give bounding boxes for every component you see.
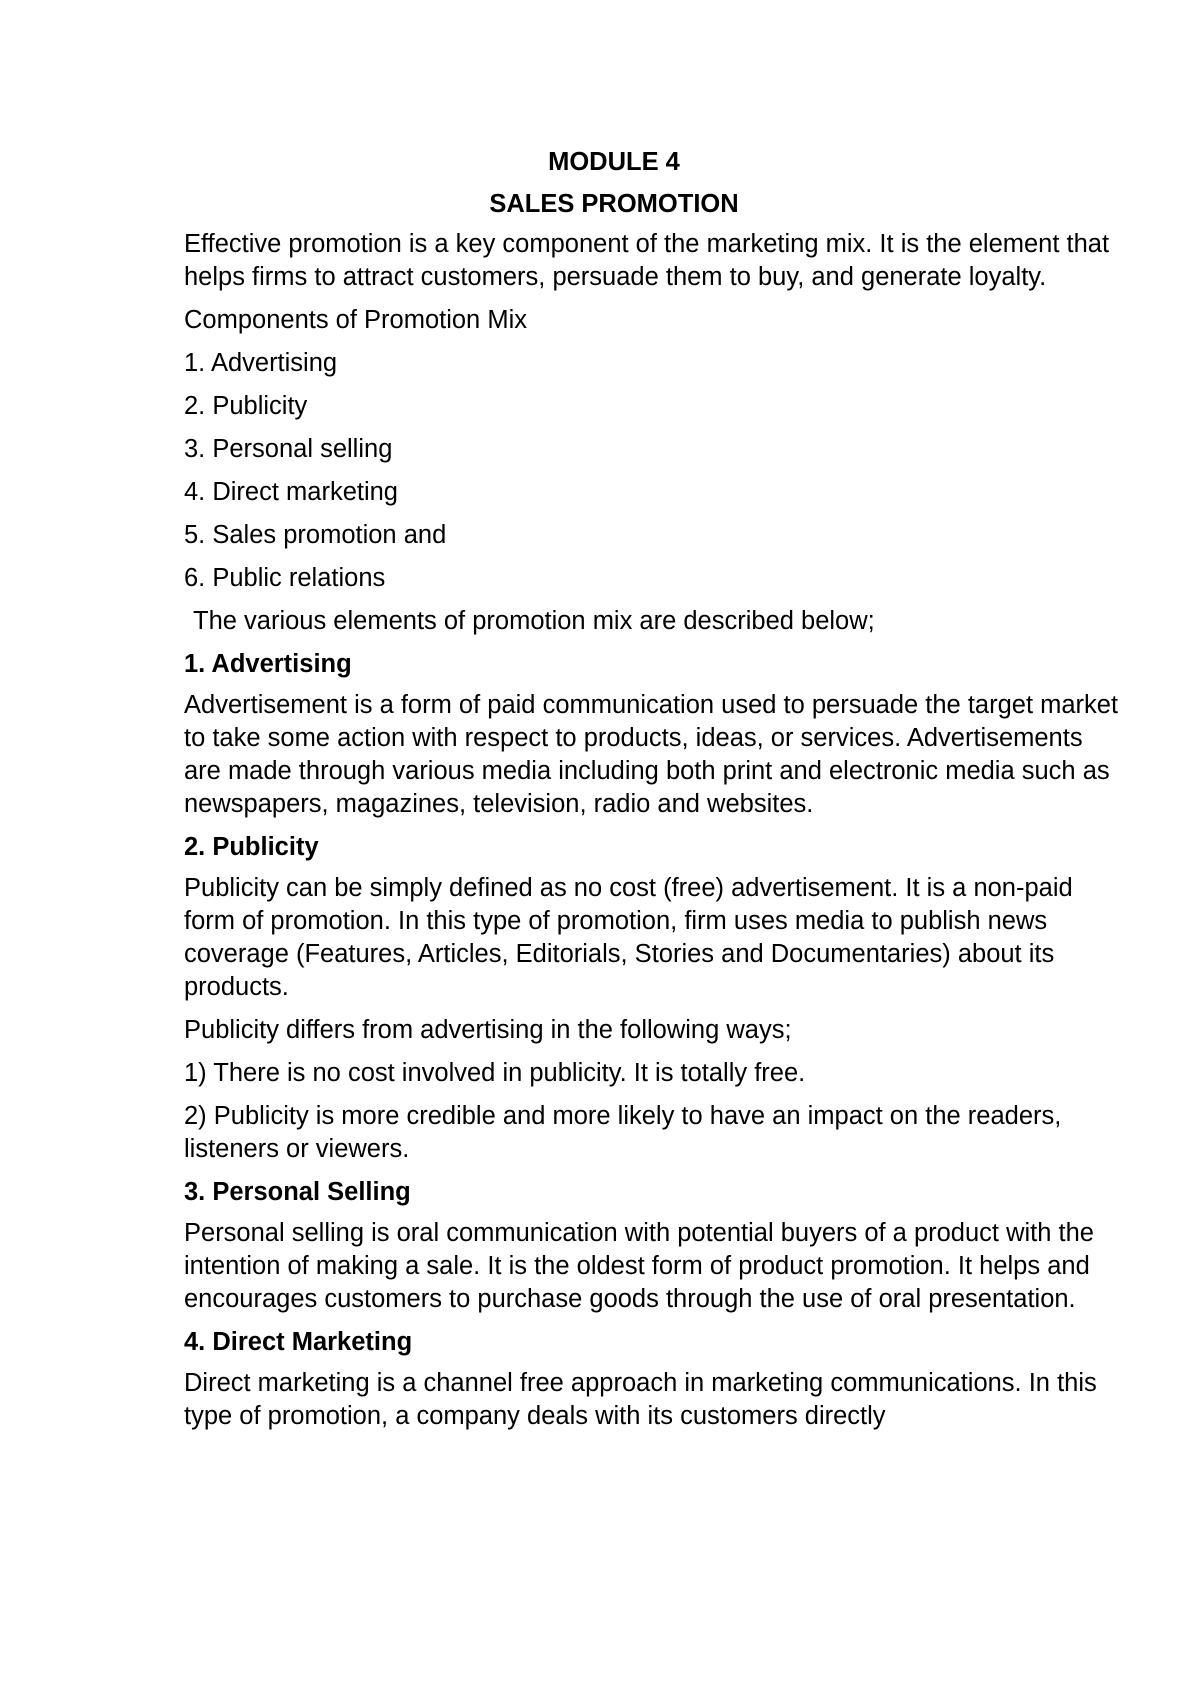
page-title: SALES PROMOTION xyxy=(489,190,739,218)
list-item: 3. Personal selling xyxy=(184,435,393,463)
section-heading-publicity: 2. Publicity xyxy=(184,833,319,861)
section-paragraph: Publicity differs from advertising in the following ways; xyxy=(184,1016,792,1044)
list-item: 5. Sales promotion and xyxy=(184,521,447,549)
section-paragraph: 2) Publicity is more credible and more likely to have an impact on the readers, listeners or viewers. xyxy=(184,1102,1062,1163)
list-item: 2. Publicity xyxy=(184,392,308,420)
section-paragraph: Direct marketing is a channel free approach in marketing communications. In this type of promotion, a company deals with its customers directly xyxy=(184,1369,1097,1430)
components-list xyxy=(184,347,1124,595)
section-paragraph: Advertisement is a form of paid communication used to persuade the target market to take some action with respect to products, ideas, or services. Advertisements are made through various media including both print and electronic media such as newspapers, magazines, television, radio and websites. xyxy=(184,691,1119,818)
elements-lead: The various elements of promotion mix are described below; xyxy=(193,607,875,635)
list-item: 6. Public relations xyxy=(184,564,386,592)
module-label: MODULE 4 xyxy=(548,148,680,176)
section-paragraph: Personal selling is oral communication with potential buyers of a product with the intention of making a sale. It is the oldest form of product promotion. It helps and encourages customers to purchase goods through the use of oral presentation. xyxy=(184,1219,1094,1313)
section-paragraph: 1) There is no cost involved in publicity. It is totally free. xyxy=(184,1059,806,1087)
components-heading: Components of Promotion Mix xyxy=(184,306,527,334)
section-heading-advertising: 1. Advertising xyxy=(184,650,352,678)
section-heading-personal-selling: 3. Personal Selling xyxy=(184,1178,411,1206)
intro-paragraph: Effective promotion is a key component of the marketing mix. It is the element that helps firms to attract customers, persuade them to buy, and generate loyalty. xyxy=(184,230,1110,291)
section-paragraph: Publicity can be simply defined as no cost (free) advertisement. It is a non-paid form of promotion. In this type of promotion, firm uses media to publish news coverage (Features, Articles, Editorials, Stories and Documentaries) about its products. xyxy=(184,874,1073,1001)
section-heading-direct-marketing: 4. Direct Marketing xyxy=(184,1328,413,1356)
document-body xyxy=(184,146,1124,1443)
list-item: 4. Direct marketing xyxy=(184,478,398,506)
list-item: 1. Advertising xyxy=(184,349,338,377)
